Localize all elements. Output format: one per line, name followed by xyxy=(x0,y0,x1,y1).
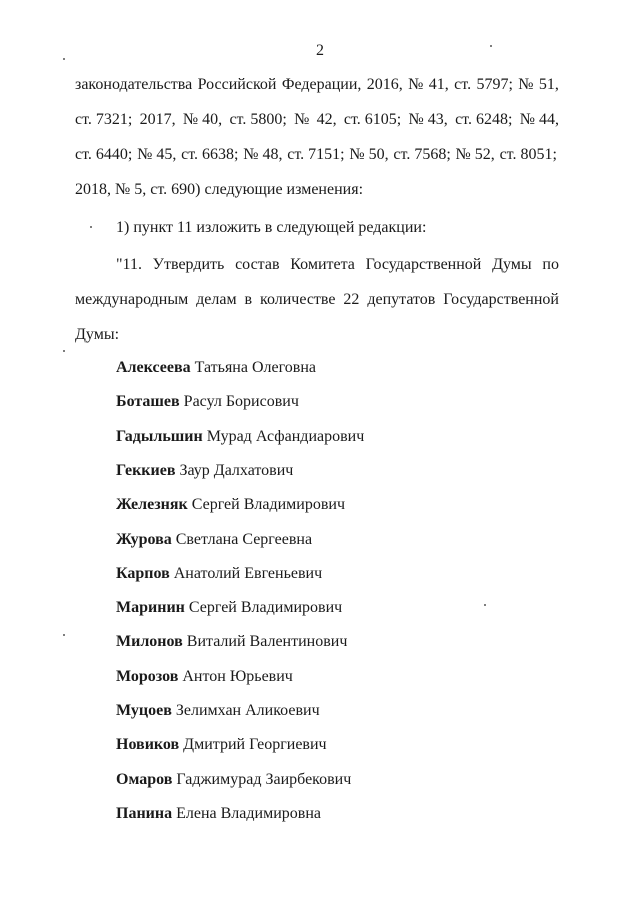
approve-word: по xyxy=(542,256,559,273)
member-surname: Муцоев xyxy=(116,702,172,719)
page-number: 2 xyxy=(316,42,324,59)
citation-line xyxy=(75,110,559,130)
member-surname: Алексеева xyxy=(116,359,191,376)
citation-line xyxy=(75,145,557,165)
citation-word: № xyxy=(408,76,424,93)
citation-word: № 45, xyxy=(137,146,177,163)
member-item xyxy=(116,392,299,412)
citation-word: ст. 5800; xyxy=(229,111,287,128)
citation-word: 42, xyxy=(316,111,337,128)
approve-word: Комитета xyxy=(290,256,355,273)
approve-line xyxy=(116,255,559,275)
approve-line xyxy=(75,290,559,310)
approve-word: делам xyxy=(196,291,237,308)
amendment-item: 1) пункт 11 изложить в следующей редакции: xyxy=(116,219,427,236)
member-given-names: Мурад Асфандиарович xyxy=(206,428,365,445)
citation-word: Федерации, xyxy=(281,76,362,93)
citation-word: 2017, xyxy=(139,111,176,128)
member-given-names: Сергей Владимирович xyxy=(188,599,343,616)
approve-word: Государственной xyxy=(365,256,482,273)
citation-last-line: 2018, № 5, ст. 690) следующие изменения: xyxy=(75,181,364,198)
approve-word: 22 xyxy=(343,291,360,308)
member-given-names: Расул Борисович xyxy=(183,393,299,410)
member-surname: Железняк xyxy=(116,496,188,513)
member-surname: Карпов xyxy=(116,565,170,582)
scan-speck xyxy=(484,604,486,606)
member-given-names: Татьяна Олеговна xyxy=(194,359,316,376)
member-given-names: Гаджимурад Заирбекович xyxy=(176,771,352,788)
member-item xyxy=(116,358,316,378)
approve-word: депутатов xyxy=(367,291,436,308)
member-surname: Гадыльшин xyxy=(116,428,203,445)
member-surname: Милонов xyxy=(116,633,183,650)
member-item xyxy=(116,804,321,824)
citation-word: ст. 6440; xyxy=(75,146,133,163)
citation-word: № 43, xyxy=(408,111,448,128)
member-item xyxy=(116,632,347,652)
scan-speck xyxy=(63,634,65,636)
citation-word: № 48, xyxy=(243,146,283,163)
citation-word: № xyxy=(294,111,310,128)
citation-word: 41, xyxy=(428,76,449,93)
member-surname: Омаров xyxy=(116,771,173,788)
member-given-names: Дмитрий Георгиевич xyxy=(183,736,327,753)
approve-word: Думы xyxy=(492,256,532,273)
member-surname: Морозов xyxy=(116,668,179,685)
citation-line xyxy=(75,75,559,95)
citation-word: № 52, xyxy=(455,146,495,163)
member-given-names: Зелимхан Аликоевич xyxy=(175,702,320,719)
member-given-names: Виталий Валентинович xyxy=(186,633,348,650)
member-item xyxy=(116,598,342,618)
approve-last-line: Думы: xyxy=(75,326,120,343)
scan-speck xyxy=(90,226,92,228)
citation-word: ст. 7321; xyxy=(75,111,133,128)
member-item xyxy=(116,667,293,687)
approve-word: международным xyxy=(75,291,189,308)
member-item xyxy=(116,530,312,550)
citation-word: законодательства xyxy=(75,76,193,93)
member-surname: Маринин xyxy=(116,599,185,616)
member-item xyxy=(116,495,345,515)
member-surname: Боташев xyxy=(116,393,180,410)
member-item xyxy=(116,564,322,584)
approve-word: Государственной xyxy=(443,291,559,308)
citation-word: 5797; xyxy=(476,76,513,93)
citation-word: ст. xyxy=(454,76,472,93)
member-item xyxy=(116,461,293,481)
citation-word: ст. 6105; xyxy=(343,111,402,128)
member-item xyxy=(116,735,327,755)
scan-speck xyxy=(490,45,492,47)
citation-word: № 50, xyxy=(349,146,389,163)
member-surname: Геккиев xyxy=(116,462,176,479)
approve-word: Утвердить xyxy=(152,256,225,273)
citation-word: ст. 8051; xyxy=(499,146,557,163)
approve-word: "11. xyxy=(116,256,142,273)
member-given-names: Елена Владимировна xyxy=(176,805,321,822)
approve-word: количестве xyxy=(259,291,336,308)
member-given-names: Заур Далхатович xyxy=(179,462,294,479)
scan-speck xyxy=(63,58,65,60)
citation-word: ст. 6248; xyxy=(455,111,513,128)
approve-word: состав xyxy=(235,256,280,273)
member-surname: Панина xyxy=(116,805,173,822)
member-item xyxy=(116,701,320,721)
scan-speck xyxy=(63,350,65,352)
member-given-names: Светлана Сергеевна xyxy=(175,531,313,548)
citation-word: № 44, xyxy=(519,111,559,128)
citation-word: № 40, xyxy=(182,111,223,128)
member-given-names: Сергей Владимирович xyxy=(191,496,346,513)
citation-word: 51, xyxy=(538,76,559,93)
member-item xyxy=(116,770,351,790)
citation-word: ст. 7568; xyxy=(393,146,451,163)
member-given-names: Антон Юрьевич xyxy=(182,668,293,685)
citation-word: № xyxy=(518,76,534,93)
member-item xyxy=(116,427,364,447)
citation-word: 2016, xyxy=(366,76,403,93)
approve-word: в xyxy=(244,291,253,308)
member-surname: Новиков xyxy=(116,736,180,753)
member-surname: Журова xyxy=(116,531,172,548)
citation-word: ст. 7151; xyxy=(287,146,345,163)
member-given-names: Анатолий Евгеньевич xyxy=(173,565,323,582)
citation-word: Российской xyxy=(197,76,277,93)
citation-word: ст. 6638; xyxy=(181,146,239,163)
